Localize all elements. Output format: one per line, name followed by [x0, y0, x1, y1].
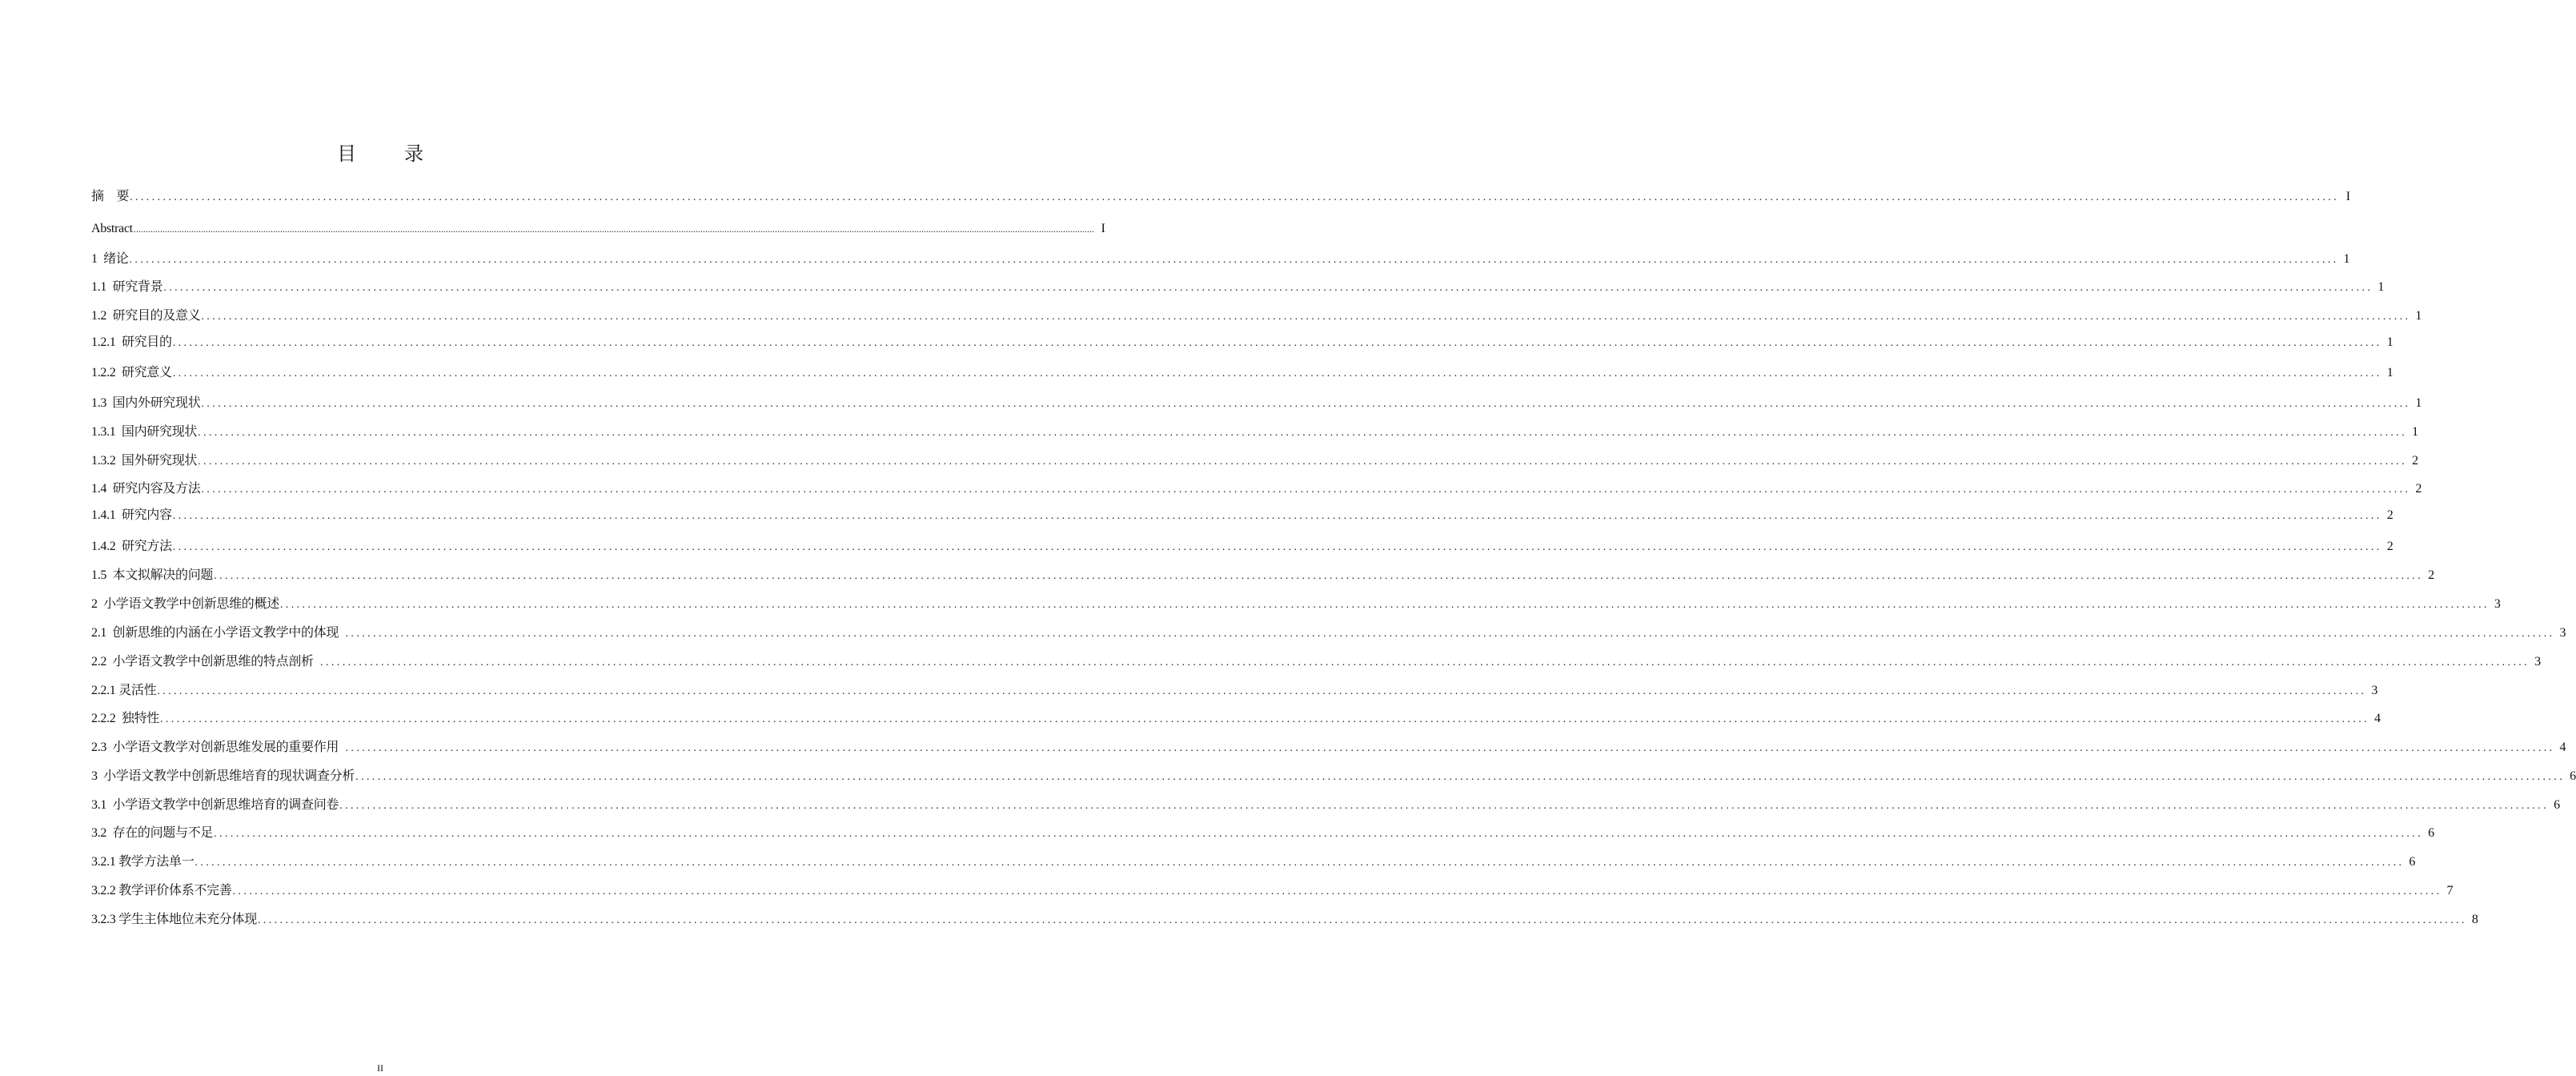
toc-leader-dots: ................................................................................................................................................................................................................................................................................................................................................................................................................ [214, 570, 2424, 582]
toc-entry[interactable] [91, 453, 2419, 470]
toc-entry-label: 1 绪论 [91, 252, 129, 266]
toc-entry-page: 3 [2534, 655, 2542, 668]
toc-leader-dots: ................................................................................................................................................................................................................................................................................................................................................................................................................ [339, 800, 2550, 812]
toc-entry[interactable] [91, 221, 1105, 237]
toc-leader-dots: ................................................................................................................................................................................................................................................................................................................................................................................................................ [157, 685, 2367, 697]
toc-entry-label: 1.4.2 研究方法 [91, 540, 172, 553]
toc-leader-dots: ................................................................................................................................................................................................................................................................................................................................................................................................................ [345, 742, 2555, 754]
toc-entry-page: 7 [2446, 884, 2454, 897]
toc-entry-label: 3.2.3 学生主体地位未充分体现 [91, 913, 257, 926]
toc-entry[interactable] [91, 308, 2422, 325]
toc-entry-label: 摘 要 [91, 190, 130, 203]
toc-entry-page: I [2345, 190, 2351, 203]
toc-entry-label: Abstract [91, 222, 133, 235]
toc-entry[interactable] [91, 365, 2393, 382]
toc-leader-dots: ................................................................................................................................................................................................................................................................................................................................................................................................................ [201, 484, 2411, 496]
toc-entry-page: 8 [2471, 913, 2478, 926]
toc-entry[interactable] [91, 912, 2478, 929]
toc-entry-label: 1.3 国内外研究现状 [91, 396, 201, 410]
toc-entry-label: 1.2 研究目的及意义 [91, 309, 201, 323]
page-number: II [377, 1062, 383, 1074]
toc-entry[interactable] [91, 189, 2351, 206]
toc-entry-label: 3.2.1 教学方法单一 [91, 855, 195, 869]
toc-entry-label: 2.2.1 灵活性 [91, 684, 157, 697]
toc-entry-page: 1 [2386, 335, 2393, 349]
toc-entry-page: 6 [2428, 826, 2435, 840]
toc-entry-label: 1.4.1 研究内容 [91, 508, 172, 522]
toc-entry-page: 2 [2386, 540, 2393, 553]
toc-entry-page: 1 [2415, 396, 2422, 410]
toc-leader-dots: ................................................................................................................................................................................................................................................................................................................................................................................................................ [160, 713, 2370, 725]
toc-entry-page: 1 [2343, 252, 2350, 266]
page-title: 目 录 [337, 143, 438, 165]
toc-entry-label: 3.2.2 教学评价体系不完善 [91, 884, 232, 897]
toc-entry-page: 4 [2559, 741, 2566, 754]
toc-entry-page: 3 [2371, 684, 2378, 697]
toc-entry[interactable] [91, 825, 2435, 842]
toc-leader-dots: ................................................................................................................................................................................................................................................................................................................................................................................................................ [130, 191, 2340, 203]
toc-entry-label: 3.2 存在的问题与不足 [91, 826, 214, 840]
toc-leader-dots: ................................................................................................................................................................................................................................................................................................................................................................................................................ [195, 857, 2405, 869]
toc-entry-page: 2 [2386, 508, 2393, 522]
toc-entry-label: 1.3.2 国外研究现状 [91, 454, 198, 468]
toc-entry-page: 3 [2559, 626, 2566, 640]
toc-leader-dots: ................................................................................................................................................................................................................................................................................................................................................................................................................ [320, 656, 2530, 668]
toc-entry-label: 1.5 本文拟解决的问题 [91, 568, 214, 582]
toc-entry-page: 6 [2554, 798, 2561, 812]
toc-entry-label: 2.2 小学语文教学中创新思维的特点剖析 [91, 655, 320, 668]
toc-leader-dots: ................................................................................................................................................................................................................................................................................................................................................................................................................ [133, 223, 1094, 235]
toc-entry[interactable] [91, 596, 2501, 613]
toc-leader-dots: ................................................................................................................................................................................................................................................................................................................................................................................................................ [257, 914, 2467, 926]
toc-entry-page: 6 [2570, 769, 2576, 783]
toc-entry[interactable] [91, 539, 2393, 556]
toc-entry-page: 2 [2428, 568, 2435, 582]
toc-leader-dots: ................................................................................................................................................................................................................................................................................................................................................................................................................ [345, 628, 2555, 640]
toc-entry-page: 1 [2386, 366, 2393, 379]
toc-entry[interactable] [91, 683, 2378, 700]
toc-entry-page: 1 [2377, 280, 2385, 294]
toc-entry[interactable] [91, 568, 2435, 584]
toc-entry-label: 3.1 小学语文教学中创新思维培育的调查问卷 [91, 798, 339, 812]
toc-entry-page: 3 [2494, 597, 2501, 611]
toc-entry[interactable] [91, 854, 2416, 871]
toc-entry[interactable] [91, 335, 2393, 351]
toc-entry[interactable] [91, 251, 2350, 268]
toc-leader-dots: ................................................................................................................................................................................................................................................................................................................................................................................................................ [198, 427, 2408, 439]
toc-leader-dots: ................................................................................................................................................................................................................................................................................................................................................................................................................ [232, 885, 2442, 897]
toc-entry-page: 1 [2415, 309, 2422, 323]
toc-entry[interactable] [91, 654, 2542, 671]
toc-leader-dots: ................................................................................................................................................................................................................................................................................................................................................................................................................ [172, 367, 2382, 379]
toc-leader-dots: ................................................................................................................................................................................................................................................................................................................................................................................................................ [201, 311, 2411, 323]
toc-leader-dots: ................................................................................................................................................................................................................................................................................................................................................................................................................ [129, 254, 2339, 266]
toc-entry-label: 2.3 小学语文教学对创新思维发展的重要作用 [91, 741, 345, 754]
toc-entry-page: I [1101, 222, 1105, 235]
toc-leader-dots: ................................................................................................................................................................................................................................................................................................................................................................................................................ [172, 541, 2382, 553]
toc-entry-page: 2 [2412, 454, 2419, 468]
toc-leader-dots: ................................................................................................................................................................................................................................................................................................................................................................................................................ [172, 510, 2382, 522]
toc-entry-page: 2 [2415, 482, 2422, 496]
toc-leader-dots: ................................................................................................................................................................................................................................................................................................................................................................................................................ [279, 599, 2490, 611]
toc-entry[interactable] [91, 711, 2381, 728]
toc-entry-label: 1.2.1 研究目的 [91, 335, 172, 349]
toc-leader-dots: ................................................................................................................................................................................................................................................................................................................................................................................................................ [355, 771, 2566, 783]
toc-leader-dots: ................................................................................................................................................................................................................................................................................................................................................................................................................ [172, 337, 2382, 349]
toc-entry-label: 1.1 研究背景 [91, 280, 163, 294]
toc-entry-label: 3 小学语文教学中创新思维培育的现状调查分析 [91, 769, 355, 783]
toc-entry[interactable] [91, 769, 2576, 785]
toc-entry[interactable] [91, 797, 2561, 814]
toc-entry-page: 4 [2374, 712, 2381, 725]
toc-entry[interactable] [91, 883, 2454, 900]
toc-entry[interactable] [91, 625, 2566, 642]
toc-leader-dots: ................................................................................................................................................................................................................................................................................................................................................................................................................ [201, 398, 2411, 410]
toc-leader-dots: ................................................................................................................................................................................................................................................................................................................................................................................................................ [163, 282, 2373, 294]
toc-leader-dots: ................................................................................................................................................................................................................................................................................................................................................................................................................ [214, 828, 2424, 840]
toc-entry[interactable] [91, 740, 2566, 757]
toc-entry[interactable] [91, 424, 2419, 441]
toc-entry-page: 1 [2412, 425, 2419, 439]
toc-entry-label: 1.3.1 国内研究现状 [91, 425, 198, 439]
toc-entry[interactable] [91, 508, 2393, 524]
toc-entry[interactable] [91, 395, 2422, 412]
toc-entry-label: 2 小学语文教学中创新思维的概述 [91, 597, 279, 611]
toc-entry-label: 1.4 研究内容及方法 [91, 482, 201, 496]
toc-leader-dots: ................................................................................................................................................................................................................................................................................................................................................................................................................ [198, 456, 2408, 468]
toc-entry-label: 2.1 创新思维的内涵在小学语文教学中的体现 [91, 626, 345, 640]
toc-entry[interactable] [91, 481, 2422, 498]
toc-entry-label: 2.2.2 独特性 [91, 712, 160, 725]
toc-entry-page: 6 [2409, 855, 2416, 869]
toc-entry[interactable] [91, 279, 2385, 296]
toc-entry-label: 1.2.2 研究意义 [91, 366, 172, 379]
